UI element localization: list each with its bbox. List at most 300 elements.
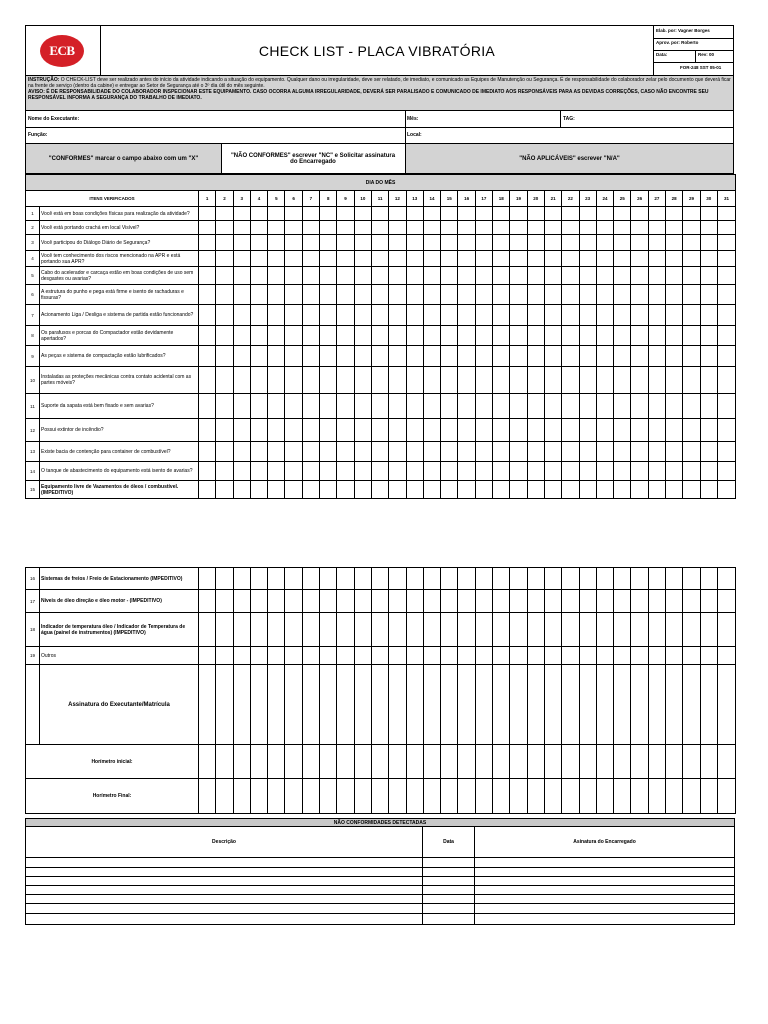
- day-check-cell[interactable]: [302, 326, 319, 346]
- nc-descricao-cell[interactable]: [26, 886, 423, 895]
- day-check-cell[interactable]: [631, 394, 648, 419]
- day-check-cell[interactable]: [233, 346, 250, 367]
- day-check-cell[interactable]: [510, 221, 527, 235]
- day-check-cell[interactable]: [631, 305, 648, 326]
- day-check-cell[interactable]: [354, 462, 371, 481]
- day-check-cell[interactable]: [199, 305, 216, 326]
- day-check-cell[interactable]: [648, 442, 665, 462]
- day-check-cell[interactable]: [475, 285, 492, 305]
- day-check-cell[interactable]: [233, 285, 250, 305]
- day-check-cell[interactable]: [648, 462, 665, 481]
- day-check-cell[interactable]: [666, 568, 683, 590]
- day-check-cell[interactable]: [441, 221, 458, 235]
- day-check-cell[interactable]: [389, 221, 406, 235]
- day-check-cell[interactable]: [475, 647, 492, 665]
- day-check-cell[interactable]: [527, 481, 544, 499]
- day-check-cell[interactable]: [562, 462, 579, 481]
- day-check-cell[interactable]: [666, 462, 683, 481]
- day-check-cell[interactable]: [250, 462, 267, 481]
- day-check-cell[interactable]: [700, 367, 717, 394]
- day-check-cell[interactable]: [700, 207, 717, 221]
- day-check-cell[interactable]: [683, 568, 700, 590]
- day-check-cell[interactable]: [596, 367, 613, 394]
- day-check-cell[interactable]: [527, 590, 544, 613]
- day-check-cell[interactable]: [717, 613, 735, 647]
- day-check-cell[interactable]: [423, 326, 440, 346]
- day-check-cell[interactable]: [493, 419, 510, 442]
- day-check-cell[interactable]: [631, 367, 648, 394]
- day-check-cell[interactable]: [268, 235, 285, 251]
- day-check-cell[interactable]: [199, 267, 216, 285]
- day-check-cell[interactable]: [250, 665, 267, 745]
- day-check-cell[interactable]: [666, 745, 683, 779]
- day-check-cell[interactable]: [579, 481, 596, 499]
- day-check-cell[interactable]: [648, 235, 665, 251]
- day-check-cell[interactable]: [337, 481, 354, 499]
- day-check-cell[interactable]: [717, 779, 735, 814]
- day-check-cell[interactable]: [510, 419, 527, 442]
- day-check-cell[interactable]: [717, 745, 735, 779]
- day-check-cell[interactable]: [302, 745, 319, 779]
- day-check-cell[interactable]: [250, 221, 267, 235]
- day-check-cell[interactable]: [544, 207, 561, 221]
- day-check-cell[interactable]: [423, 481, 440, 499]
- day-check-cell[interactable]: [337, 745, 354, 779]
- day-check-cell[interactable]: [666, 394, 683, 419]
- day-check-cell[interactable]: [371, 779, 388, 814]
- nc-descricao-cell[interactable]: [26, 868, 423, 877]
- day-check-cell[interactable]: [285, 613, 302, 647]
- day-check-cell[interactable]: [423, 235, 440, 251]
- day-check-cell[interactable]: [406, 235, 423, 251]
- day-check-cell[interactable]: [354, 613, 371, 647]
- day-check-cell[interactable]: [458, 779, 475, 814]
- day-check-cell[interactable]: [579, 779, 596, 814]
- day-check-cell[interactable]: [579, 745, 596, 779]
- day-check-cell[interactable]: [510, 346, 527, 367]
- day-check-cell[interactable]: [666, 267, 683, 285]
- day-check-cell[interactable]: [666, 481, 683, 499]
- day-check-cell[interactable]: [406, 305, 423, 326]
- day-check-cell[interactable]: [700, 251, 717, 267]
- day-check-cell[interactable]: [250, 568, 267, 590]
- day-check-cell[interactable]: [302, 779, 319, 814]
- day-check-cell[interactable]: [441, 590, 458, 613]
- day-check-cell[interactable]: [371, 326, 388, 346]
- day-check-cell[interactable]: [527, 221, 544, 235]
- day-check-cell[interactable]: [216, 647, 233, 665]
- day-check-cell[interactable]: [510, 251, 527, 267]
- day-check-cell[interactable]: [199, 590, 216, 613]
- nc-assinatura-cell[interactable]: [475, 868, 735, 877]
- day-check-cell[interactable]: [544, 590, 561, 613]
- day-check-cell[interactable]: [544, 367, 561, 394]
- day-check-cell[interactable]: [596, 285, 613, 305]
- day-check-cell[interactable]: [596, 235, 613, 251]
- day-check-cell[interactable]: [666, 235, 683, 251]
- day-check-cell[interactable]: [493, 346, 510, 367]
- day-check-cell[interactable]: [700, 419, 717, 442]
- day-check-cell[interactable]: [423, 305, 440, 326]
- day-check-cell[interactable]: [302, 442, 319, 462]
- day-check-cell[interactable]: [493, 394, 510, 419]
- day-check-cell[interactable]: [717, 235, 735, 251]
- day-check-cell[interactable]: [683, 346, 700, 367]
- day-check-cell[interactable]: [700, 665, 717, 745]
- day-check-cell[interactable]: [302, 221, 319, 235]
- day-check-cell[interactable]: [544, 647, 561, 665]
- day-check-cell[interactable]: [579, 251, 596, 267]
- day-check-cell[interactable]: [544, 394, 561, 419]
- day-check-cell[interactable]: [423, 419, 440, 442]
- day-check-cell[interactable]: [371, 207, 388, 221]
- day-check-cell[interactable]: [337, 647, 354, 665]
- day-check-cell[interactable]: [199, 745, 216, 779]
- day-check-cell[interactable]: [406, 481, 423, 499]
- day-check-cell[interactable]: [285, 590, 302, 613]
- day-check-cell[interactable]: [250, 394, 267, 419]
- day-check-cell[interactable]: [596, 251, 613, 267]
- day-check-cell[interactable]: [406, 367, 423, 394]
- day-check-cell[interactable]: [320, 394, 337, 419]
- nc-assinatura-cell[interactable]: [475, 858, 735, 868]
- day-check-cell[interactable]: [268, 779, 285, 814]
- day-check-cell[interactable]: [302, 305, 319, 326]
- day-check-cell[interactable]: [475, 207, 492, 221]
- day-check-cell[interactable]: [700, 613, 717, 647]
- day-check-cell[interactable]: [666, 251, 683, 267]
- day-check-cell[interactable]: [717, 442, 735, 462]
- day-check-cell[interactable]: [527, 207, 544, 221]
- day-check-cell[interactable]: [614, 221, 631, 235]
- day-check-cell[interactable]: [475, 394, 492, 419]
- day-check-cell[interactable]: [596, 419, 613, 442]
- day-check-cell[interactable]: [406, 779, 423, 814]
- day-check-cell[interactable]: [199, 285, 216, 305]
- day-check-cell[interactable]: [199, 779, 216, 814]
- day-check-cell[interactable]: [717, 221, 735, 235]
- day-check-cell[interactable]: [389, 326, 406, 346]
- day-check-cell[interactable]: [579, 207, 596, 221]
- day-check-cell[interactable]: [199, 346, 216, 367]
- day-check-cell[interactable]: [596, 568, 613, 590]
- day-check-cell[interactable]: [216, 367, 233, 394]
- day-check-cell[interactable]: [320, 647, 337, 665]
- day-check-cell[interactable]: [579, 267, 596, 285]
- day-check-cell[interactable]: [389, 394, 406, 419]
- day-check-cell[interactable]: [683, 207, 700, 221]
- nc-data-cell[interactable]: [423, 868, 475, 877]
- day-check-cell[interactable]: [458, 305, 475, 326]
- day-check-cell[interactable]: [562, 207, 579, 221]
- nc-data-cell[interactable]: [423, 895, 475, 904]
- day-check-cell[interactable]: [562, 326, 579, 346]
- day-check-cell[interactable]: [406, 647, 423, 665]
- day-check-cell[interactable]: [648, 779, 665, 814]
- day-check-cell[interactable]: [596, 442, 613, 462]
- day-check-cell[interactable]: [371, 419, 388, 442]
- day-check-cell[interactable]: [614, 779, 631, 814]
- day-check-cell[interactable]: [458, 346, 475, 367]
- day-check-cell[interactable]: [233, 207, 250, 221]
- day-check-cell[interactable]: [493, 267, 510, 285]
- day-check-cell[interactable]: [475, 665, 492, 745]
- day-check-cell[interactable]: [389, 346, 406, 367]
- day-check-cell[interactable]: [510, 267, 527, 285]
- day-check-cell[interactable]: [337, 442, 354, 462]
- day-check-cell[interactable]: [337, 367, 354, 394]
- day-check-cell[interactable]: [268, 221, 285, 235]
- day-check-cell[interactable]: [562, 221, 579, 235]
- day-check-cell[interactable]: [475, 613, 492, 647]
- day-check-cell[interactable]: [579, 221, 596, 235]
- day-check-cell[interactable]: [423, 207, 440, 221]
- day-check-cell[interactable]: [631, 346, 648, 367]
- day-check-cell[interactable]: [614, 613, 631, 647]
- day-check-cell[interactable]: [493, 326, 510, 346]
- day-check-cell[interactable]: [320, 251, 337, 267]
- day-check-cell[interactable]: [199, 326, 216, 346]
- day-check-cell[interactable]: [233, 568, 250, 590]
- day-check-cell[interactable]: [458, 462, 475, 481]
- day-check-cell[interactable]: [527, 779, 544, 814]
- day-check-cell[interactable]: [337, 394, 354, 419]
- day-check-cell[interactable]: [648, 346, 665, 367]
- day-check-cell[interactable]: [354, 221, 371, 235]
- day-check-cell[interactable]: [717, 394, 735, 419]
- day-check-cell[interactable]: [302, 235, 319, 251]
- day-check-cell[interactable]: [614, 207, 631, 221]
- day-check-cell[interactable]: [562, 568, 579, 590]
- day-check-cell[interactable]: [614, 394, 631, 419]
- day-check-cell[interactable]: [527, 647, 544, 665]
- day-check-cell[interactable]: [285, 665, 302, 745]
- day-check-cell[interactable]: [458, 394, 475, 419]
- day-check-cell[interactable]: [199, 647, 216, 665]
- day-check-cell[interactable]: [406, 590, 423, 613]
- day-check-cell[interactable]: [458, 326, 475, 346]
- day-check-cell[interactable]: [579, 305, 596, 326]
- day-check-cell[interactable]: [614, 367, 631, 394]
- day-check-cell[interactable]: [389, 462, 406, 481]
- day-check-cell[interactable]: [250, 779, 267, 814]
- day-check-cell[interactable]: [320, 419, 337, 442]
- day-check-cell[interactable]: [216, 419, 233, 442]
- day-check-cell[interactable]: [631, 419, 648, 442]
- day-check-cell[interactable]: [250, 207, 267, 221]
- day-check-cell[interactable]: [320, 235, 337, 251]
- day-check-cell[interactable]: [406, 346, 423, 367]
- nc-data-cell[interactable]: [423, 904, 475, 914]
- day-check-cell[interactable]: [527, 394, 544, 419]
- day-check-cell[interactable]: [216, 326, 233, 346]
- nc-descricao-cell[interactable]: [26, 858, 423, 868]
- day-check-cell[interactable]: [354, 267, 371, 285]
- day-check-cell[interactable]: [233, 665, 250, 745]
- day-check-cell[interactable]: [337, 221, 354, 235]
- day-check-cell[interactable]: [631, 745, 648, 779]
- day-check-cell[interactable]: [631, 647, 648, 665]
- day-check-cell[interactable]: [666, 590, 683, 613]
- day-check-cell[interactable]: [527, 367, 544, 394]
- day-check-cell[interactable]: [389, 419, 406, 442]
- day-check-cell[interactable]: [423, 590, 440, 613]
- day-check-cell[interactable]: [354, 568, 371, 590]
- day-check-cell[interactable]: [371, 745, 388, 779]
- day-check-cell[interactable]: [233, 394, 250, 419]
- day-check-cell[interactable]: [717, 267, 735, 285]
- day-check-cell[interactable]: [285, 267, 302, 285]
- day-check-cell[interactable]: [268, 665, 285, 745]
- day-check-cell[interactable]: [389, 207, 406, 221]
- day-check-cell[interactable]: [614, 326, 631, 346]
- day-check-cell[interactable]: [268, 367, 285, 394]
- nc-descricao-cell[interactable]: [26, 895, 423, 904]
- day-check-cell[interactable]: [544, 285, 561, 305]
- day-check-cell[interactable]: [423, 442, 440, 462]
- day-check-cell[interactable]: [441, 568, 458, 590]
- day-check-cell[interactable]: [717, 251, 735, 267]
- day-check-cell[interactable]: [631, 590, 648, 613]
- day-check-cell[interactable]: [441, 419, 458, 442]
- day-check-cell[interactable]: [302, 647, 319, 665]
- day-check-cell[interactable]: [268, 590, 285, 613]
- day-check-cell[interactable]: [406, 221, 423, 235]
- day-check-cell[interactable]: [233, 305, 250, 326]
- day-check-cell[interactable]: [648, 367, 665, 394]
- day-check-cell[interactable]: [596, 462, 613, 481]
- day-check-cell[interactable]: [216, 745, 233, 779]
- day-check-cell[interactable]: [268, 394, 285, 419]
- day-check-cell[interactable]: [475, 779, 492, 814]
- day-check-cell[interactable]: [285, 442, 302, 462]
- day-check-cell[interactable]: [458, 442, 475, 462]
- day-check-cell[interactable]: [614, 665, 631, 745]
- day-check-cell[interactable]: [389, 285, 406, 305]
- day-check-cell[interactable]: [596, 647, 613, 665]
- day-check-cell[interactable]: [285, 346, 302, 367]
- day-check-cell[interactable]: [441, 346, 458, 367]
- day-check-cell[interactable]: [579, 665, 596, 745]
- day-check-cell[interactable]: [510, 745, 527, 779]
- day-check-cell[interactable]: [371, 285, 388, 305]
- day-check-cell[interactable]: [320, 305, 337, 326]
- day-check-cell[interactable]: [285, 367, 302, 394]
- day-check-cell[interactable]: [423, 779, 440, 814]
- day-check-cell[interactable]: [527, 235, 544, 251]
- day-check-cell[interactable]: [302, 665, 319, 745]
- day-check-cell[interactable]: [337, 285, 354, 305]
- day-check-cell[interactable]: [579, 462, 596, 481]
- day-check-cell[interactable]: [493, 568, 510, 590]
- day-check-cell[interactable]: [562, 590, 579, 613]
- day-check-cell[interactable]: [302, 568, 319, 590]
- day-check-cell[interactable]: [666, 647, 683, 665]
- day-check-cell[interactable]: [354, 285, 371, 305]
- day-check-cell[interactable]: [458, 665, 475, 745]
- day-check-cell[interactable]: [683, 326, 700, 346]
- day-check-cell[interactable]: [700, 326, 717, 346]
- nc-data-cell[interactable]: [423, 886, 475, 895]
- day-check-cell[interactable]: [250, 367, 267, 394]
- day-check-cell[interactable]: [389, 590, 406, 613]
- day-check-cell[interactable]: [441, 462, 458, 481]
- day-check-cell[interactable]: [614, 590, 631, 613]
- day-check-cell[interactable]: [510, 647, 527, 665]
- day-check-cell[interactable]: [666, 285, 683, 305]
- day-check-cell[interactable]: [441, 207, 458, 221]
- day-check-cell[interactable]: [371, 221, 388, 235]
- nc-assinatura-cell[interactable]: [475, 886, 735, 895]
- day-check-cell[interactable]: [233, 221, 250, 235]
- day-check-cell[interactable]: [717, 647, 735, 665]
- day-check-cell[interactable]: [233, 267, 250, 285]
- day-check-cell[interactable]: [458, 367, 475, 394]
- day-check-cell[interactable]: [285, 462, 302, 481]
- day-check-cell[interactable]: [475, 305, 492, 326]
- day-check-cell[interactable]: [268, 207, 285, 221]
- day-check-cell[interactable]: [406, 442, 423, 462]
- day-check-cell[interactable]: [666, 367, 683, 394]
- day-check-cell[interactable]: [423, 221, 440, 235]
- day-check-cell[interactable]: [579, 346, 596, 367]
- day-check-cell[interactable]: [199, 221, 216, 235]
- day-check-cell[interactable]: [337, 568, 354, 590]
- day-check-cell[interactable]: [285, 207, 302, 221]
- day-check-cell[interactable]: [199, 462, 216, 481]
- day-check-cell[interactable]: [544, 665, 561, 745]
- day-check-cell[interactable]: [579, 367, 596, 394]
- day-check-cell[interactable]: [371, 647, 388, 665]
- day-check-cell[interactable]: [285, 235, 302, 251]
- day-check-cell[interactable]: [579, 326, 596, 346]
- day-check-cell[interactable]: [475, 568, 492, 590]
- day-check-cell[interactable]: [458, 221, 475, 235]
- day-check-cell[interactable]: [337, 267, 354, 285]
- day-check-cell[interactable]: [250, 251, 267, 267]
- mes-field[interactable]: Mês:: [407, 116, 419, 122]
- day-check-cell[interactable]: [544, 326, 561, 346]
- day-check-cell[interactable]: [544, 346, 561, 367]
- day-check-cell[interactable]: [493, 745, 510, 779]
- day-check-cell[interactable]: [631, 665, 648, 745]
- day-check-cell[interactable]: [268, 481, 285, 499]
- day-check-cell[interactable]: [527, 745, 544, 779]
- day-check-cell[interactable]: [302, 481, 319, 499]
- day-check-cell[interactable]: [199, 568, 216, 590]
- day-check-cell[interactable]: [458, 647, 475, 665]
- day-check-cell[interactable]: [268, 267, 285, 285]
- day-check-cell[interactable]: [631, 442, 648, 462]
- day-check-cell[interactable]: [406, 665, 423, 745]
- day-check-cell[interactable]: [233, 779, 250, 814]
- day-check-cell[interactable]: [614, 346, 631, 367]
- day-check-cell[interactable]: [683, 367, 700, 394]
- day-check-cell[interactable]: [717, 481, 735, 499]
- day-check-cell[interactable]: [233, 745, 250, 779]
- day-check-cell[interactable]: [354, 346, 371, 367]
- day-check-cell[interactable]: [596, 590, 613, 613]
- day-check-cell[interactable]: [458, 207, 475, 221]
- day-check-cell[interactable]: [199, 665, 216, 745]
- day-check-cell[interactable]: [683, 305, 700, 326]
- day-check-cell[interactable]: [683, 665, 700, 745]
- day-check-cell[interactable]: [493, 779, 510, 814]
- day-check-cell[interactable]: [423, 251, 440, 267]
- day-check-cell[interactable]: [354, 590, 371, 613]
- day-check-cell[interactable]: [320, 326, 337, 346]
- day-check-cell[interactable]: [683, 462, 700, 481]
